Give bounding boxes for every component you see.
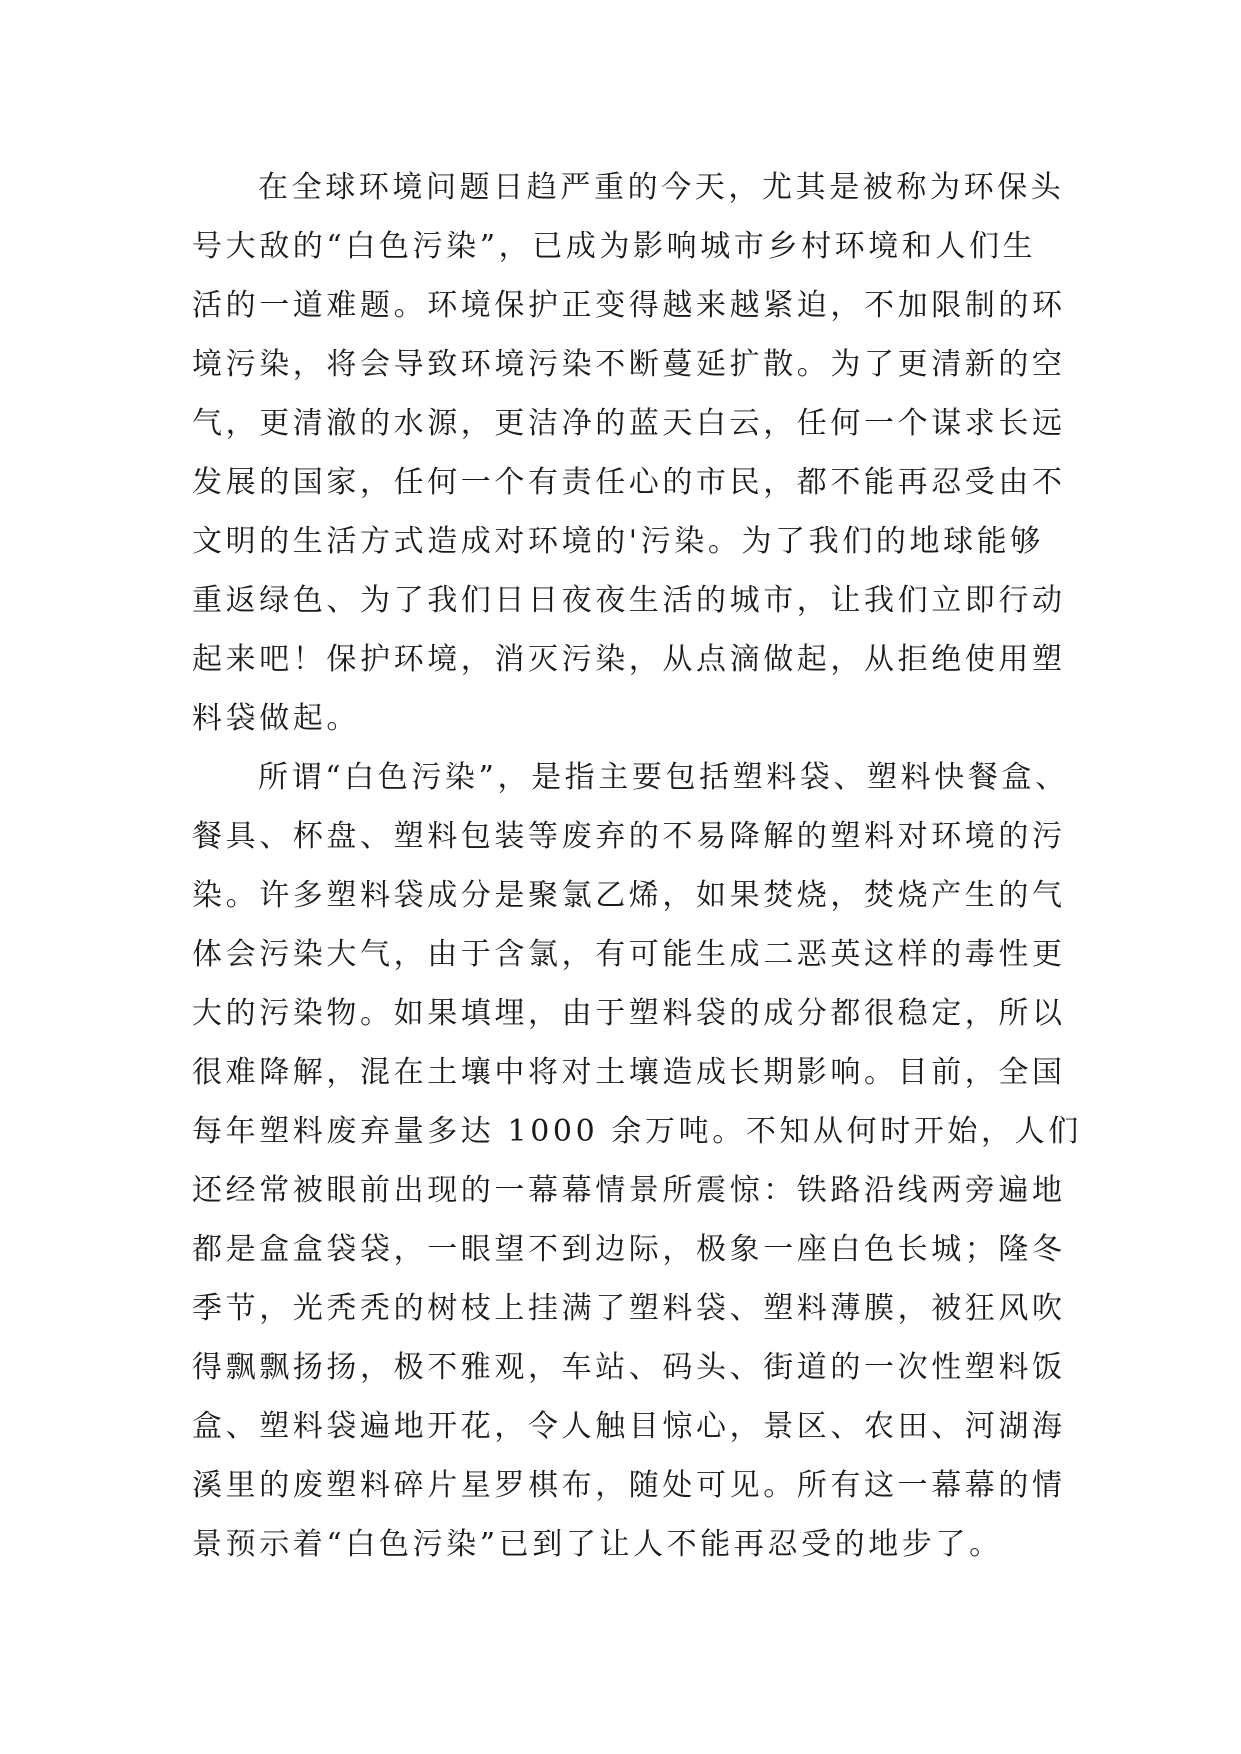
text-line: 文明的生活方式造成对环境的'污染。为了我们的地球能够 (192, 524, 1044, 559)
text-line: 大的污染物。如果填埋，由于塑料袋的成分都很稳定，所以 (192, 996, 1066, 1031)
text-line: 重返绿色、为了我们日日夜夜生活的城市，让我们立即行动 (192, 583, 1066, 618)
text-line: 得飘飘扬扬，极不雅观，车站、码头、街道的一次性塑料饭 (192, 1350, 1066, 1385)
text-line: 发展的国家，任何一个有责任心的市民，都不能再忍受由不 (192, 465, 1066, 500)
text-line: 起来吧！保护环境，消灭污染，从点滴做起，从拒绝使用塑 (192, 642, 1066, 677)
text-line: 季节，光秃秃的树枝上挂满了塑料袋、塑料薄膜，被狂风吹 (192, 1291, 1066, 1326)
text-line: 染。许多塑料袋成分是聚氯乙烯，如果焚烧，焚烧产生的气 (192, 878, 1066, 913)
text-line: 活的一道难题。环境保护正变得越来越紧迫，不加限制的环 (192, 288, 1066, 323)
text-line: 号大敌的“白色污染”，已成为影响城市乡村环境和人们生 (192, 229, 1037, 264)
text-line: 体会污染大气，由于含氯，有可能生成二恶英这样的毒性更 (192, 937, 1066, 972)
paragraph-2 (192, 748, 1082, 1574)
paragraph-1 (192, 158, 1072, 748)
text-line: 还经常被眼前出现的一幕幕情景所震惊：铁路沿线两旁遍地 (192, 1173, 1066, 1208)
text-line: 盒、塑料袋遍地开花，令人触目惊心，景区、农田、河湖海 (192, 1409, 1066, 1444)
text-line: 很难降解，混在土壤中将对土壤造成长期影响。目前，全国 (192, 1055, 1066, 1090)
text-line: 景预示着“白色污染”已到了让人不能再忍受的地步了。 (192, 1527, 1003, 1562)
text-line: 在全球环境问题日趋严重的今天，尤其是被称为环保头 (258, 170, 1065, 205)
text-line: 料袋做起。 (192, 701, 360, 736)
text-line: 都是盒盒袋袋，一眼望不到边际，极象一座白色长城；隆冬 (192, 1232, 1066, 1267)
text-line: 餐具、杯盘、塑料包装等废弃的不易降解的塑料对环境的污 (192, 819, 1066, 854)
text-line: 溪里的废塑料碎片星罗棋布，随处可见。所有这一幕幕的情 (192, 1468, 1066, 1503)
text-line: 所谓“白色污染”，是指主要包括塑料袋、塑料快餐盒、 (258, 760, 1069, 795)
text-line: 每年塑料废弃量多达 1000 余万吨。不知从何时开始，人们 (192, 1114, 1082, 1149)
text-line: 境污染，将会导致环境污染不断蔓延扩散。为了更清新的空 (192, 347, 1066, 382)
text-line: 气，更清澈的水源，更洁净的蓝天白云，任何一个谋求长远 (192, 406, 1066, 441)
document-body (192, 158, 1082, 1574)
